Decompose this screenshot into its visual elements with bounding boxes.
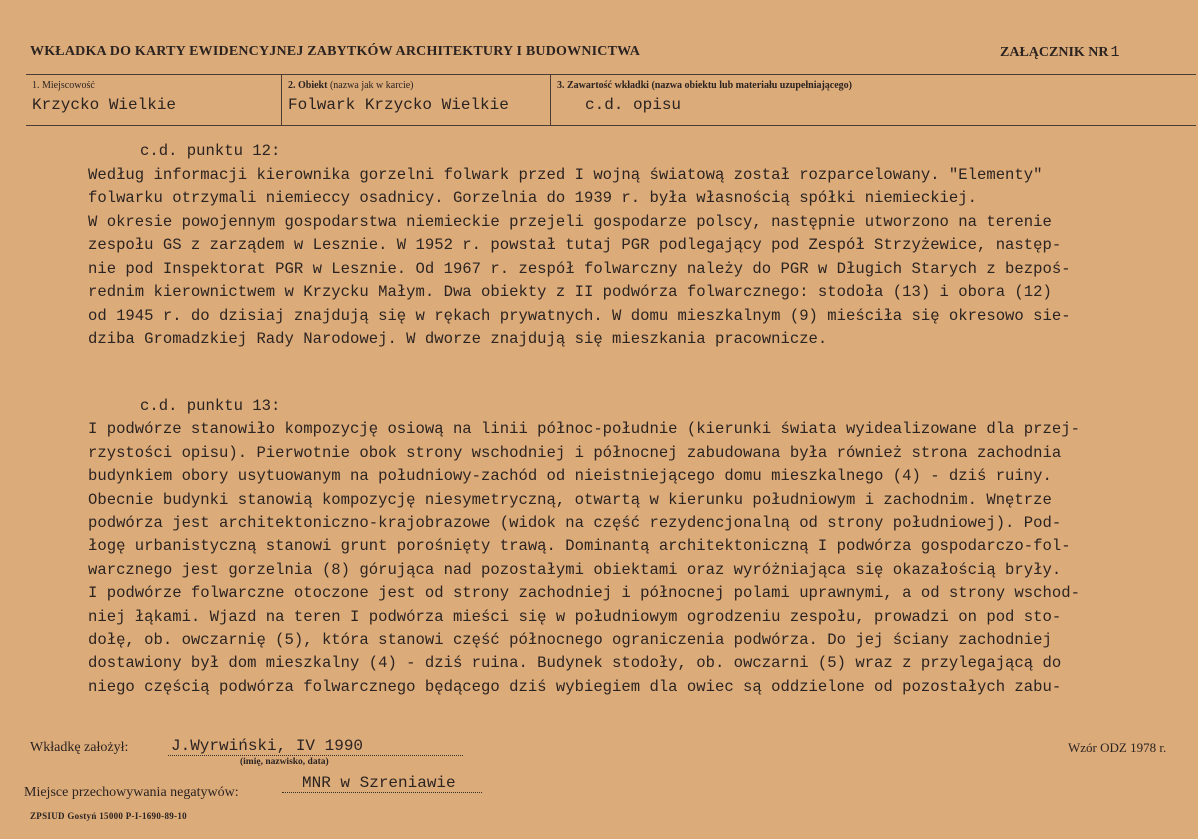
section-heading-13: c.d. punktu 13: [140,397,281,415]
annex-number: 1 [1110,44,1120,61]
printer-imprint: ZPSIUD Gostyń 15000 P-I-1690-89-10 [30,811,187,821]
section-point-12 [88,140,1168,352]
text-line: Według informacji kierownika gorzelni folwark przed I wojną światową został rozparcelowany. "Elementy" [88,165,1043,184]
text-line: Obecnie budynki stanowią kompozycję niesymetryczną, otwartą w kierunku południowym i zachodnim. Wnętrze [88,490,1052,509]
header-fields [26,74,1196,126]
field-content-label [557,80,852,91]
text-line: podwórza jest architektoniczno-krajobrazowe (widok na część rezydencjonalną od strony południowej). Pod- [88,513,1062,532]
text-line: folwarku otrzymali niemieccy osadnicy. Gorzelnia do 1939 r. była własnością spółki niemieckiej. [88,189,977,207]
negatives-value: MNR w Szreniawie [282,774,482,793]
field-content-label-note: (nazwa obiektu lub materiału uzupełniającego) [651,80,853,91]
field-locality [26,75,282,125]
field-object-label-num: 2. Obiekt [288,80,328,91]
text-line: nie pod Inspektorat PGR w Lesznie. Od 1967 r. zespół folwarczny należy do PGR w Długich Starych z bezpoś- [88,259,1071,278]
text-line: I podwórze folwarczne otoczone jest od strony zachodniej i północnej polami uprawnymi, a od strony wschod- [88,584,1080,603]
field-content-label-num: 3. Zawartość wkładki [557,80,649,91]
text-line: warcznego jest gorzelnia (8) górująca nad pozostałymi obiektami oraz wyróżniająca się okazałością bryły. [88,560,1062,579]
text-line: I podwórze stanowiło kompozycję osiową na linii północ-południe (kierunki świata wyidealizowane dla przej- [88,420,1080,439]
field-object-label-note: (nazwa jak w karcie) [329,80,414,91]
field-content [551,75,1196,125]
card-title: WKŁADKA DO KARTY EWIDENCYJNEJ ZABYTKÓW ARCHITEKTURY I BUDOWNICTWA [30,44,641,59]
text-line: zespołu GS z zarządem w Lesznie. W 1952 r. powstał tutaj PGR podlegający pod Zespół Strzyżewice, następ- [88,236,1062,254]
text-line: budynkiem obory usytuowanym na południowy-zachód od nieistniejącego domu mieszkalnego (4) - dziś ruiny. [88,467,1052,486]
made-by-sublabel: (imię, nazwisko, data) [240,757,329,767]
text-line: od 1945 r. do dzisiaj znajdują się w rękach prywatnych. W domu mieszkalnym (9) mieściła się okresowo sie- [88,306,1071,325]
field-object-value: Folwark Krzycko Wielkie [288,96,509,114]
field-content-value: c.d. opisu [585,96,682,114]
annex-label [1000,44,1120,61]
section-heading-12: c.d. punktu 12: [140,142,281,160]
text-line: W okresie powojennym gospodarstwa niemieckie przejeli gospodarze polscy, następnie utworzono na terenie [88,212,1052,231]
annex-label-text: ZAŁĄCZNIK NR [1000,45,1109,60]
made-by-value: J.Wyrwiński, IV 1990 [168,737,463,756]
text-line: rzystości opisu). Pierwotnie obok strony wschodniej i północnej zabudowana była również strona zachodnia [88,443,1062,462]
text-line: niego częścią podwórza folwarcznego będącego dziś wybiegiem dla owiec są oddzielone od pozostałych zabu- [88,677,1062,696]
text-line: dziba Gromadzkiej Rady Narodowej. W dworze znajdują się mieszkania pracownicze. [88,330,828,348]
text-line: łogę urbanistyczną stanowi grunt porośnięty trawą. Dominantą architektoniczną I podwórza gospodarczo-fol- [88,537,1071,556]
field-locality-value: Krzycko Wielkie [32,96,177,114]
text-line: dołę, ob. owczarnię (5), która stanowi część północnego ograniczenia podwórza. Do jej ściany zachodniej [88,630,1052,649]
field-object [282,75,551,125]
text-line: rednim kierownictwem w Krzycku Małym. Dwa obiekty z II podwórza folwarcznego: stodoła (13) i obora (12) [88,283,1052,301]
text-line: dostawiony był dom mieszkalny (4) - dziś ruina. Budynek stodoły, ob. owczarni (5) wraz z przylegającą do [88,654,1062,673]
section-point-13 [88,395,1178,699]
negatives-label: Miejsce przechowywania negatywów: [24,785,239,800]
field-object-label [288,80,414,91]
form-model: Wzór ODZ 1978 r. [1068,740,1167,755]
made-by-label: Wkładkę założył: [30,740,129,755]
field-locality-label: 1. Miejscowość [32,80,95,91]
text-line: niej łąkami. Wjazd na teren I podwórza mieści się w południowym ogrodzeniu zespołu, prowadzi on pod sto- [88,607,1062,626]
